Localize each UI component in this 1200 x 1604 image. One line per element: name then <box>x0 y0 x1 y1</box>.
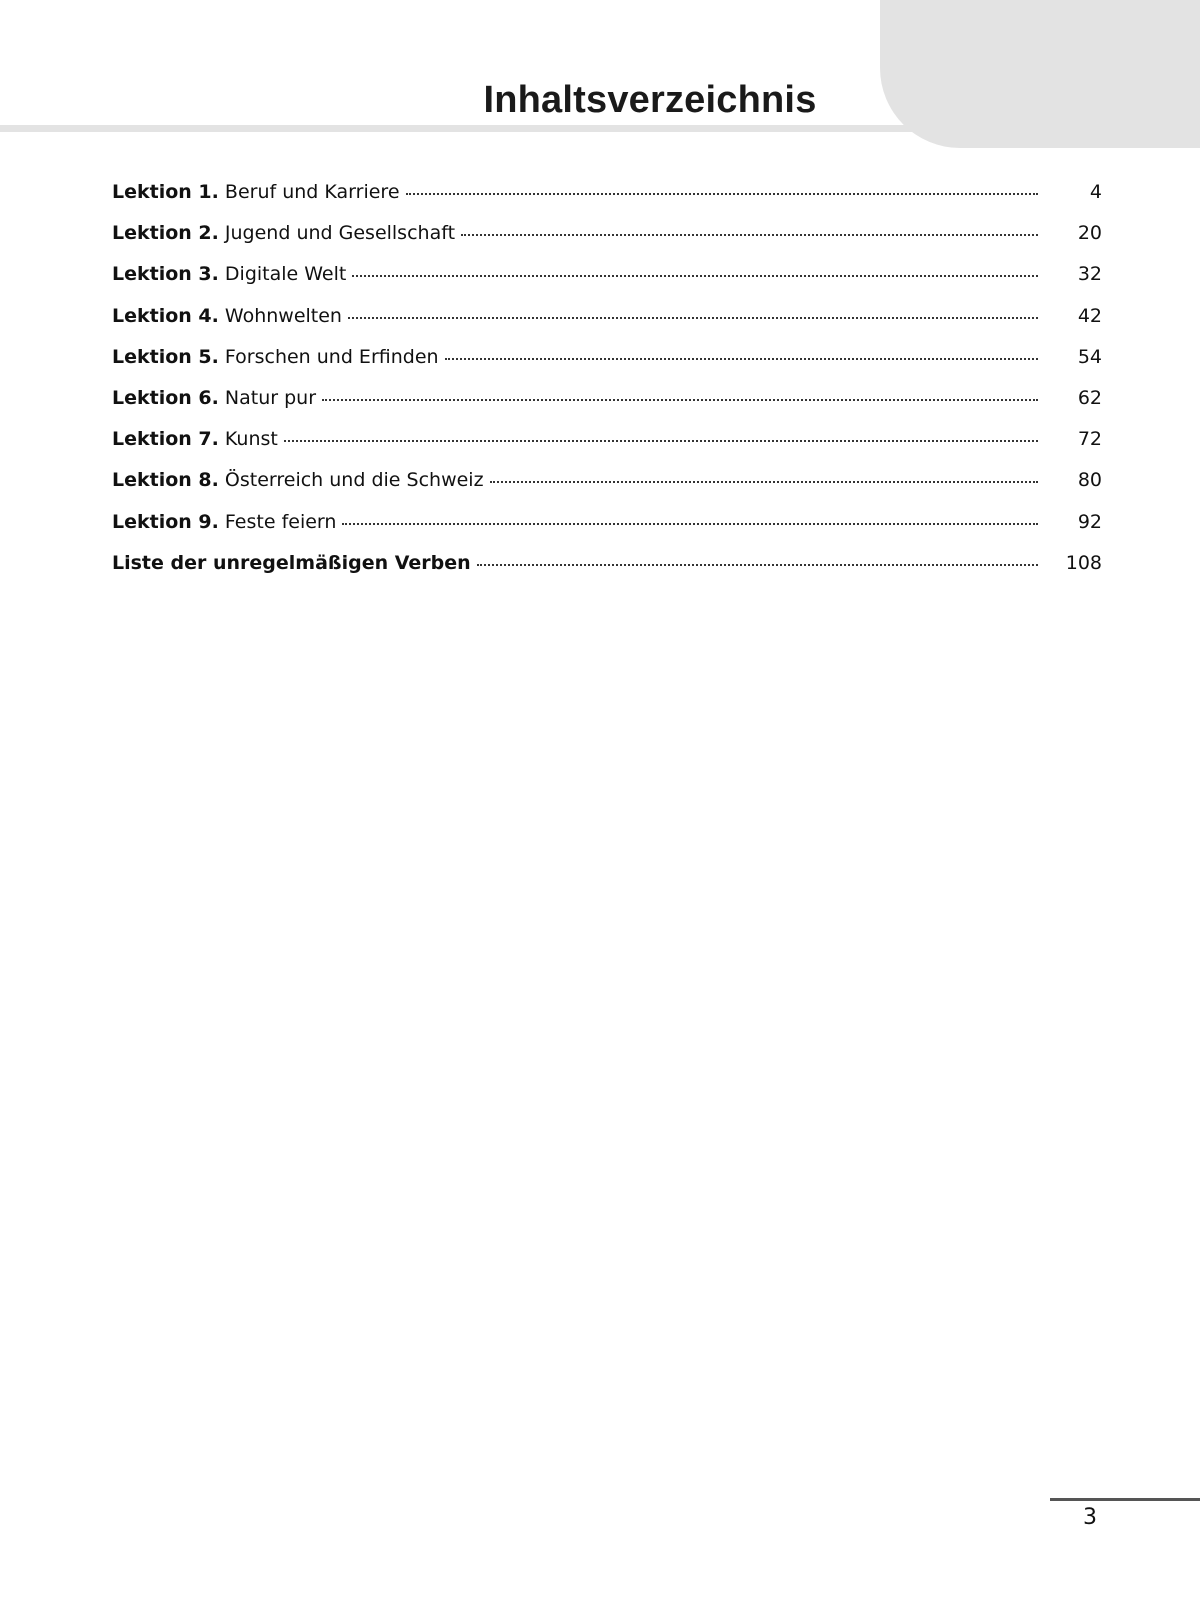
toc-entry-title: Österreich und die Schweiz <box>224 469 484 492</box>
toc-entry-page: 80 <box>1077 469 1102 492</box>
toc-entry-page: 54 <box>1077 345 1102 368</box>
dot-leader <box>461 233 1038 236</box>
footer-rule <box>1050 1498 1200 1501</box>
toc-entry[interactable] <box>112 172 1102 213</box>
dot-leader <box>445 357 1038 360</box>
toc-entry-number: Lektion 2. <box>112 222 219 245</box>
toc-entry-number: Lektion 8. <box>112 469 219 492</box>
page-number: 3 <box>1083 1505 1097 1530</box>
toc-entry-number: Liste der unregelmäßigen Verben <box>112 551 471 574</box>
toc-entry-label <box>112 419 278 460</box>
dot-leader <box>342 522 1038 525</box>
dot-leader <box>352 274 1038 277</box>
toc-entry-label <box>112 460 484 501</box>
toc-entry-page: 72 <box>1077 428 1102 451</box>
toc-entry-page: 20 <box>1077 222 1102 245</box>
toc-entry-number: Lektion 7. <box>112 428 219 451</box>
toc-entry-number: Lektion 4. <box>112 304 219 327</box>
toc-entry-page: 108 <box>1065 551 1102 574</box>
toc-entry-page: 42 <box>1077 304 1102 327</box>
page-title: Inhaltsverzeichnis <box>483 79 817 121</box>
toc-entry[interactable] <box>112 296 1102 337</box>
toc-entry-number: Lektion 6. <box>112 386 219 409</box>
dot-leader <box>490 480 1038 483</box>
toc-entry-title: Forschen und Erfinden <box>224 345 439 368</box>
dot-leader <box>284 439 1038 442</box>
toc-entry-page: 92 <box>1077 510 1102 533</box>
toc-entry-title: Kunst <box>224 428 278 451</box>
toc-entry-page: 62 <box>1077 386 1102 409</box>
toc-entry[interactable] <box>112 502 1102 543</box>
toc-entry-number: Lektion 3. <box>112 263 219 286</box>
toc-entry[interactable] <box>112 213 1102 254</box>
toc-entry-label <box>112 254 346 295</box>
header-rule <box>0 125 920 132</box>
dot-leader <box>477 563 1038 566</box>
toc-entry-label <box>112 502 336 543</box>
toc-entry-label <box>112 172 400 213</box>
toc-entry-number: Lektion 5. <box>112 345 219 368</box>
dot-leader <box>406 192 1038 195</box>
toc-entry-title: Jugend und Gesellschaft <box>224 222 456 245</box>
toc-entry-label <box>112 543 471 584</box>
header-tab-decoration <box>880 0 1200 148</box>
toc-entry[interactable] <box>112 337 1102 378</box>
toc-entry-label <box>112 378 316 419</box>
toc-entry-label <box>112 213 455 254</box>
toc-entry[interactable] <box>112 254 1102 295</box>
toc-entry-title: Beruf und Karriere <box>224 181 400 203</box>
toc-entry-page: 32 <box>1077 263 1102 286</box>
toc-entry-label <box>112 296 342 337</box>
toc-entry[interactable] <box>112 378 1102 419</box>
dot-leader <box>348 316 1038 319</box>
toc-entry-number: Lektion 9. <box>112 510 219 533</box>
toc-entry[interactable] <box>112 460 1102 501</box>
toc-entry-number: Lektion 1. <box>112 181 219 203</box>
toc-entry-title: Natur pur <box>224 386 317 409</box>
toc-entry-title: Feste feiern <box>224 510 337 533</box>
toc-entry[interactable] <box>112 543 1102 584</box>
toc-entry-page: 4 <box>1089 181 1102 203</box>
toc-entry-title: Digitale Welt <box>224 263 347 286</box>
toc-entry-label <box>112 337 439 378</box>
dot-leader <box>322 398 1038 401</box>
table-of-contents <box>112 172 1102 584</box>
toc-entry[interactable] <box>112 419 1102 460</box>
toc-entry-title: Wohnwelten <box>224 304 342 327</box>
page-header <box>0 0 1200 150</box>
